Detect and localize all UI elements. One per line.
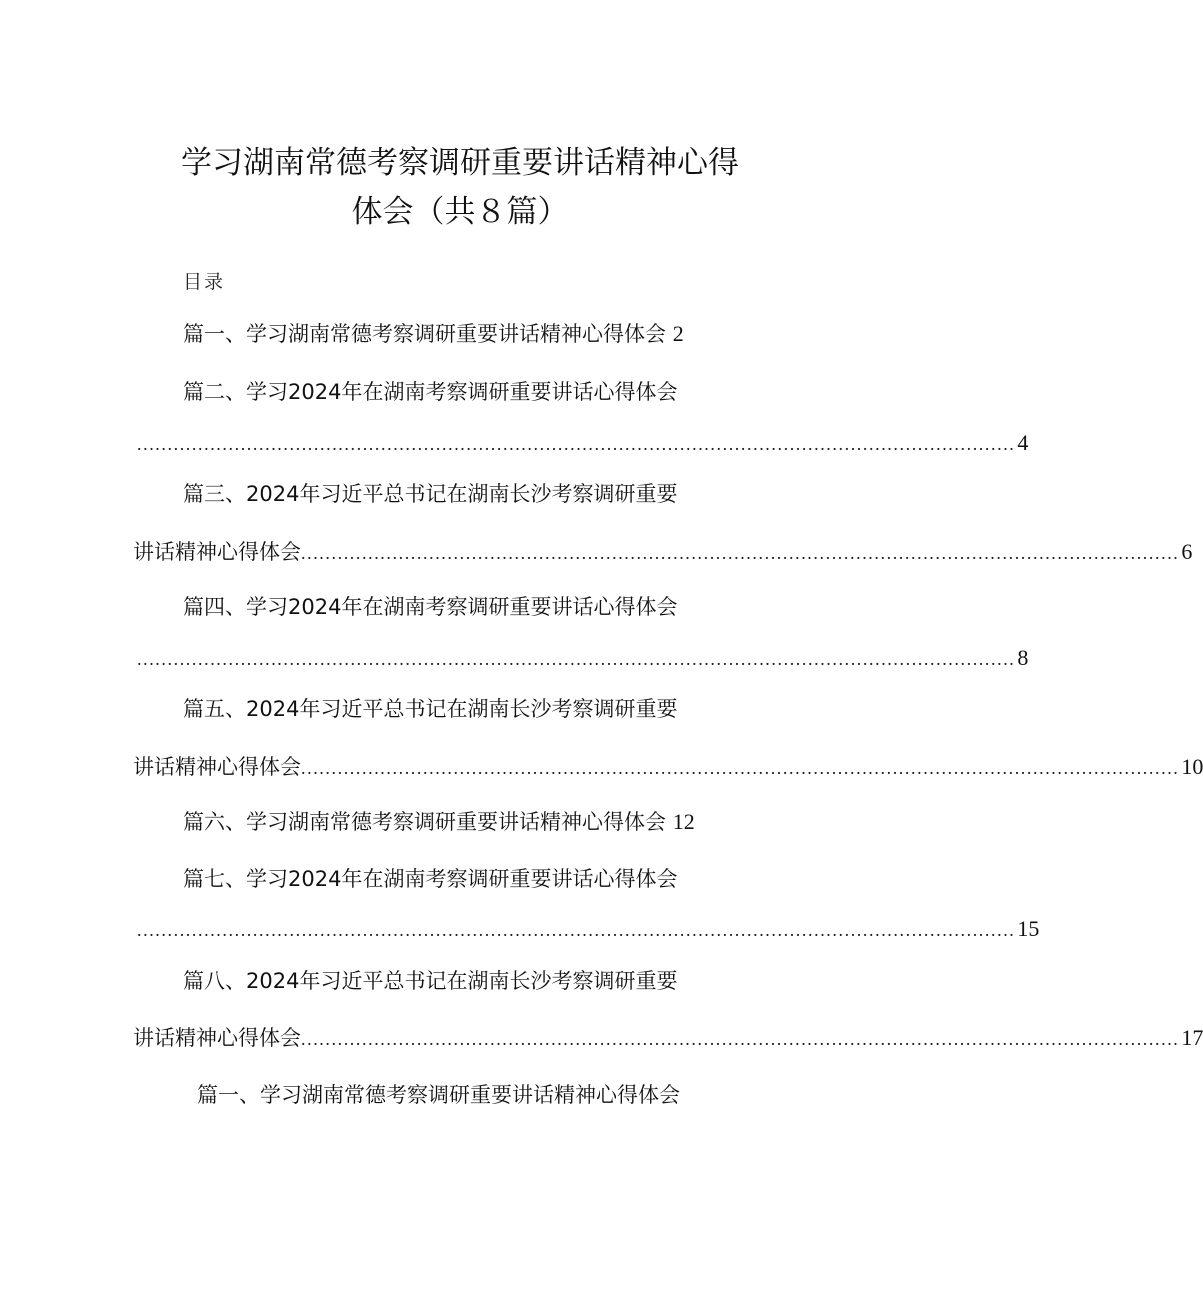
toc-entry-title: 讲话精神心得体会 [133,540,301,564]
section-heading: 篇一、学习湖南常德考察调研重要讲话精神心得体会 [197,1083,680,1107]
toc-entry-page: 15 [1017,916,1040,941]
toc-entry-1[interactable] [183,319,684,349]
toc-entry-2-title[interactable]: 篇二、学习2024年在湖南考察调研重要讲话心得体会 [183,380,678,404]
toc-entry-page: 4 [1017,430,1029,455]
toc-entry-6[interactable] [183,807,695,837]
toc-entry-7-title[interactable]: 篇七、学习2024年在湖南考察调研重要讲话心得体会 [183,867,678,891]
dot-leader: ................................................................................................................................................ [137,920,1016,940]
toc-entry-8-leader [133,1023,1203,1054]
toc-heading: 目录 [183,271,226,293]
toc-entry-title: 篇一、学习湖南常德考察调研重要讲话精神心得体会 [183,322,666,346]
document-title-line-2: 体会（共８篇） [351,194,569,230]
toc-entry-title: 篇六、学习湖南常德考察调研重要讲话精神心得体会 [183,810,666,834]
toc-entry-page: 12 [672,809,695,834]
dot-leader: ................................................................................................................................................ [301,1029,1180,1049]
dot-leader: ................................................................................................................................................ [301,543,1180,563]
toc-entry-4-title[interactable]: 篇四、学习2024年在湖南考察调研重要讲话心得体会 [183,595,678,619]
toc-entry-page: 17 [1181,1025,1203,1050]
toc-entry-5-title-line-1[interactable]: 篇五、2024年习近平总书记在湖南长沙考察调研重要 [183,697,678,721]
dot-leader: ................................................................................................................................................ [137,434,1016,454]
toc-entry-page: 8 [1017,645,1029,670]
dot-leader: ................................................................................................................................................ [301,758,1180,778]
toc-entry-4-leader [137,643,1029,674]
toc-entry-2-leader [137,428,1029,459]
dot-leader: ................................................................................................................................................ [137,649,1016,669]
toc-entry-8-title-line-1[interactable]: 篇八、2024年习近平总书记在湖南长沙考察调研重要 [183,969,678,993]
toc-entry-page: 10 [1181,754,1203,779]
toc-entry-3-leader [133,537,1193,568]
toc-entry-page: 6 [1181,539,1193,564]
toc-entry-title: 讲话精神心得体会 [133,755,301,779]
toc-entry-page: 2 [672,321,684,346]
document-title-line-1: 学习湖南常德考察调研重要讲话精神心得 [181,145,739,181]
toc-entry-7-leader [137,914,1040,945]
toc-entry-title: 讲话精神心得体会 [133,1026,301,1050]
toc-entry-3-title-line-1[interactable]: 篇三、2024年习近平总书记在湖南长沙考察调研重要 [183,482,678,506]
toc-entry-5-leader [133,752,1203,783]
